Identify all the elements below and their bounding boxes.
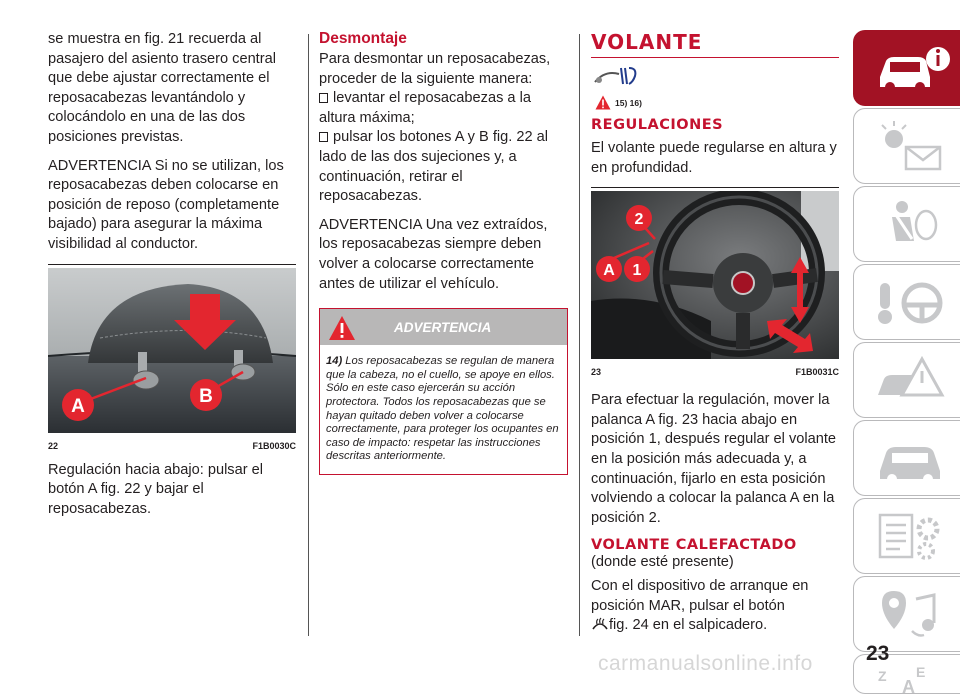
figure-code: F1B0031C — [795, 367, 839, 378]
list-item: pulsar los botones A y B fig. 22 al lado de las dos sujeciones y, a continuación, retirar el reposacabezas. — [319, 129, 548, 205]
headrest-photo — [48, 268, 296, 433]
column-divider — [579, 34, 580, 636]
emergency-icon — [872, 351, 952, 411]
tab-emergency[interactable] — [853, 342, 960, 418]
checkbox-bullet-icon — [319, 132, 328, 142]
technical-data-icon — [872, 507, 952, 567]
figure-label-b: B — [199, 385, 213, 407]
tab-car-info[interactable] — [853, 30, 960, 106]
figure-label-a: A — [603, 262, 615, 280]
svg-text:A: A — [902, 677, 915, 697]
warning-paragraph: ADVERTENCIA Si no se utilizan, los reposacabezas deben colocarse en posición de reposo (completamente bajado) para asegurar la máxima visibilidad al conductor. — [48, 157, 284, 252]
warning-box — [319, 308, 568, 475]
svg-text:Z: Z — [878, 668, 887, 684]
paragraph: Para desmontar un reposacabezas, proceder de la siguiente manera: — [319, 51, 551, 87]
paragraph: se muestra en fig. 21 recuerda al pasajero del asiento trasero central que debe ajustar correctamente el reposacabezas levantándolo y colocándolo en una de las dos posiciones previstas. — [48, 31, 276, 145]
tab-multimedia[interactable] — [853, 576, 960, 652]
paragraph: Regulación hacia abajo: pulsar el botón A fig. 22 y bajar el reposacabezas. — [48, 461, 263, 517]
subsection-note: (donde esté presente) — [591, 554, 734, 571]
svg-text:E: E — [916, 664, 926, 680]
multimedia-icon — [872, 585, 952, 645]
column-middle — [319, 30, 568, 475]
safety-icon — [872, 195, 952, 255]
index-icon — [872, 663, 952, 699]
column-left — [48, 30, 296, 528]
figure-label-a: A — [71, 395, 85, 417]
references-row — [591, 93, 839, 115]
warning-title: ADVERTENCIA — [394, 320, 492, 336]
warning-header — [320, 309, 567, 345]
steering-adjust-icon — [591, 64, 643, 88]
section-title: VOLANTE — [591, 30, 839, 58]
figure-caption — [591, 367, 839, 377]
heated-steering-wheel-icon — [591, 617, 609, 631]
warning-text: 14) Los reposacabezas se regulan de manera que la cabeza, no el cuello, se apoye en ellos. Sólo en este caso ejercerán su acción protectora. Todos los reposacabezas que se hayan quitado deben volver a colocarse correctamente, para proteger los ocupantes en caso de impacto: respetar las instrucciones descritas anteriormente. — [326, 355, 559, 463]
section-heading: Desmontaje — [319, 30, 407, 47]
figure-caption — [48, 441, 296, 451]
subsection-title: VOLANTE CALEFACTADO — [591, 537, 797, 554]
tab-safety[interactable] — [853, 186, 960, 262]
tab-starting-driving[interactable] — [853, 264, 960, 340]
figure-code: F1B0030C — [252, 440, 296, 451]
tab-dashboard[interactable] — [853, 108, 960, 184]
paragraph: Con el dispositivo de arranque en posición MAR, pulsar el botón — [591, 577, 809, 614]
subsection-title: REGULACIONES — [591, 117, 724, 133]
maintenance-icon — [872, 429, 952, 489]
warning-triangle-icon — [328, 315, 356, 341]
paragraph: El volante puede regularse en altura y en profundidad. — [591, 140, 837, 176]
figure-number: 23 — [591, 367, 602, 378]
checkbox-bullet-icon — [319, 93, 328, 103]
car-info-icon — [872, 39, 952, 99]
dashboard-lights-icon — [872, 117, 952, 177]
paragraph: fig. 24 en el salpicadero. — [591, 616, 839, 636]
warning-references: 15) 16) — [615, 98, 642, 108]
figure-22 — [48, 264, 296, 451]
warning-triangle-icon — [595, 95, 611, 110]
steering-wheel-photo — [591, 191, 839, 359]
figure-label-1: 1 — [632, 262, 642, 280]
tab-maintenance[interactable] — [853, 420, 960, 496]
figure-label-2: 2 — [634, 211, 644, 229]
watermark: carmanualsonline.info — [598, 652, 813, 675]
warning-paragraph: ADVERTENCIA Una vez extraídos, los reposacabezas siempre deben volver a colocarse correctamente antes de utilizar el vehículo. — [319, 216, 548, 292]
page-number: 23 — [866, 642, 890, 665]
figure-23 — [591, 187, 839, 377]
starting-driving-icon — [872, 273, 952, 333]
column-right — [591, 30, 839, 645]
list-item: levantar el reposacabezas a la altura máxima; — [319, 90, 531, 126]
column-divider — [308, 34, 309, 636]
tab-technical-data[interactable] — [853, 498, 960, 574]
paragraph: Para efectuar la regulación, mover la palanca A fig. 23 hacia abajo en posición 1, después regular el volante en la posición más adecuada y, a continuación, fijarlo en esta posición volviendo a colocar la palanca A en la posición 2. — [591, 392, 837, 526]
figure-number: 22 — [48, 440, 59, 451]
